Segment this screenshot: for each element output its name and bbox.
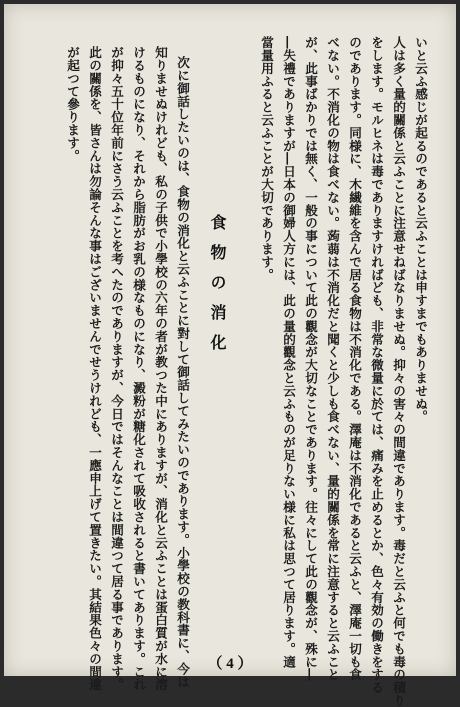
- text-line: 知りませぬけれども、私の子供で小學校の六年の者が教つた中にありますが、消化と云ふことは蛋白質が水に溶: [153, 46, 168, 691]
- text-line: けるものになり、それから脂肪がお乳の様なものになり、澱粉が糖化されて吸收されると書いてあります。これ: [131, 46, 146, 691]
- text-line: ―失禮でありますが―日本の御婦人方には、此の量的觀念と云ふものが足りない様に私は思つて居ります。適: [281, 36, 296, 669]
- text-line: が抑々五十位年前にさう云ふことを考へたのでありますが、今日ではそんなことは間違つて居る事であります。: [109, 46, 124, 691]
- text-line: 次に御話したいのは、食物の消化と云ふことに對して御話してみたいのであります。小學校の教科書に、今は: [175, 56, 190, 689]
- text-line: が起つて參ります。: [65, 46, 80, 163]
- text-line: のであります。同様に、木繊維を含んで居る食物は不消化である。澤庵は不消化であると云ふと、澤庵一切も食: [347, 36, 362, 681]
- text-line: 此の關係を、皆さんは勿論そんな事はございませんでせうけれども、一應申上げて置きたい。其結果色々の間違: [87, 46, 102, 691]
- document-page: [4, 4, 456, 707]
- text-line: 人は多く量的關係と云ふことに注意せねばなりませぬ。抑々の害々の間違であります。毒だと云ふと何でも毒の積り: [391, 36, 406, 707]
- text-line: 當量用ふると云ふことが大切であります。: [259, 36, 274, 282]
- text-line: が、此事ばかりでは無く、一般の事について此の觀念が大切なことであります。往々にして此の觀念が、殊に―: [303, 36, 318, 681]
- text-line: べない。不消化の物は食べない。蒟蒻は不消化だと聞くと少しも食べない、量的關係を常に注意すると云ふこと: [325, 36, 340, 681]
- section-heading: 食物の消化: [208, 214, 227, 364]
- text-line: いと云ふ感じが起るのであると云ふことは申すまでもありませぬ。: [413, 36, 428, 423]
- page-number: （ 4 ）: [207, 656, 253, 672]
- text-line: をします。モルヒネは毒でありますければども、非常な微量に於ては、痛みを止めるとか、色々有効の働きをする: [369, 36, 384, 694]
